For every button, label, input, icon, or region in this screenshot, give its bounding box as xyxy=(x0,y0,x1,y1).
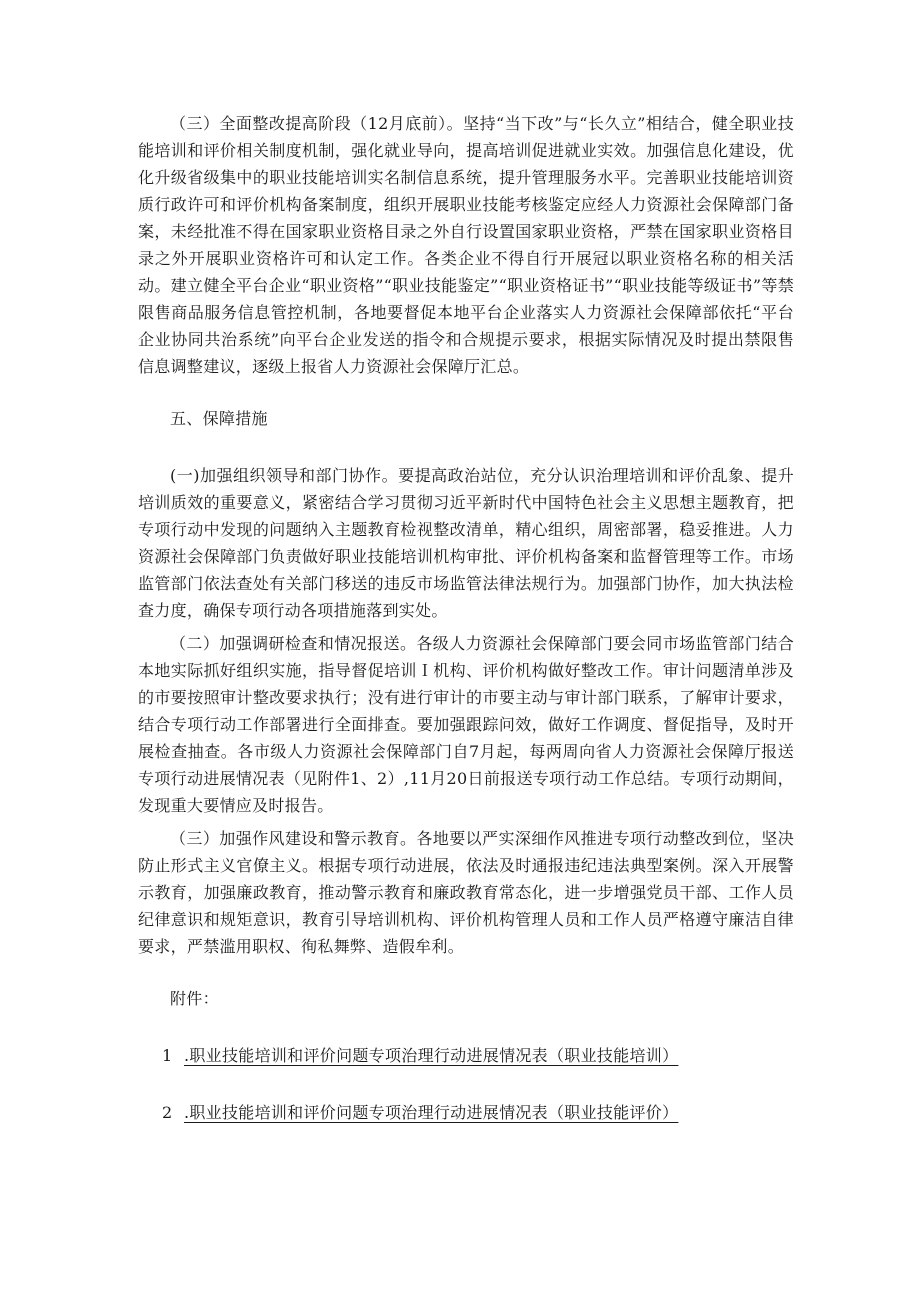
section-heading-safeguards: 五、保障措施 xyxy=(170,409,268,428)
attachment-link-1[interactable] xyxy=(162,1042,678,1069)
paragraph-rectification-stage: （三）全面整改提高阶段（12月底前）。坚持“当下改”与“长久立”相结合，健全职业技能培训和评价相关制度机制，强化就业导向，提高培训促进就业实效。加强信息化建设，优化升级省级集中的职业技能培训实名制信息系统，提升管理服务水平。完善职业技能培训资质行政许可和评价机构备案制度，组织开展职业技能考核鉴定应经人力资源社会保障部门备案，未经批准不得在国家职业资格目录之外自行设置国家职业资格，严禁在国家职业资格目录之外开展职业资格许可和认定工作。各类企业不得自行开展冠以职业资格名称的相关活动。建立健全平台企业“职业资格”“职业技能鉴定”“职业资格证书”“职业技能等级证书”等禁限售商品服务信息管控机制，各地要督促本地平台企业落实人力资源社会保障部依托“平台企业协同共治系统”向平台企业发送的指令和合规提示要求，根据实际情况及时提出禁限售信息调整建议，逐级上报省人力资源社会保障厅汇总。 xyxy=(138,114,794,376)
attachment-number: 2 xyxy=(162,1103,173,1122)
paragraph-work-style-warning: （三）加强作风建设和警示教育。各地要以严实深细作风推进专项行动整改到位，坚决防止形式主义官僚主义。根据专项行动进展，依法及时通报违纪违法典型案例。深入开展警示教育，加强廉政教育，推动警示教育和廉政教育常态化，进一步增强党员干部、工作人员纪律意识和规矩意识，教育引导培训机构、评价机构管理人员和工作人员严格遵守廉洁自律要求，严禁滥用职权、徇私舞弊、造假牟利。 xyxy=(138,829,794,956)
attachment-number: 1 xyxy=(162,1046,173,1065)
paragraph-research-inspection: （二）加强调研检查和情况报送。各级人力资源社会保障部门要会同市场监管部门结合本地实际抓好组织实施，指导督促培训Ｉ机构、评价机构做好整改工作。审计问题清单涉及的市要按照审计整改要求执行；没有进行审计的市要主动与审计部门联系，了解审计要求，结合专项行动工作部署进行全面排查。要加强跟踪问效，做好工作调度、督促指导，及时开展检查抽查。各市级人力资源社会保障部门自7月起，每两周向省人力资源社会保障厅报送专项行动进展情况表（见附件1、2）,11月20日前报送专项行动工作总结。专项行动期间，发现重大要情应及时报告。 xyxy=(138,634,794,815)
attachment-link-2[interactable] xyxy=(162,1099,678,1126)
paragraph-organization-leadership: (一)加强组织领导和部门协作。要提高政治站位，充分认识治理培训和评价乱象、提升培训质效的重要意义，紧密结合学习贯彻习近平新时代中国特色社会主义思想主题教育，把专项行动中发现的问题纳入主题教育检视整改清单，精心组织，周密部署，稳妥推进。人力资源社会保障部门负责做好职业技能培训机构审批、评价机构备案和监督管理等工作。市场监管部门依法查处有关部门移送的违反市场监管法律法规行为。加强部门协作，加大执法检查力度，确保专项行动各项措施落到实处。 xyxy=(138,466,794,620)
attachment-title: .职业技能培训和评价问题专项治理行动进展情况表（职业技能评价） xyxy=(184,1103,679,1122)
attachment-title: .职业技能培训和评价问题专项治理行动进展情况表（职业技能培训） xyxy=(184,1046,679,1065)
attachments-label: 附件： xyxy=(170,989,219,1008)
